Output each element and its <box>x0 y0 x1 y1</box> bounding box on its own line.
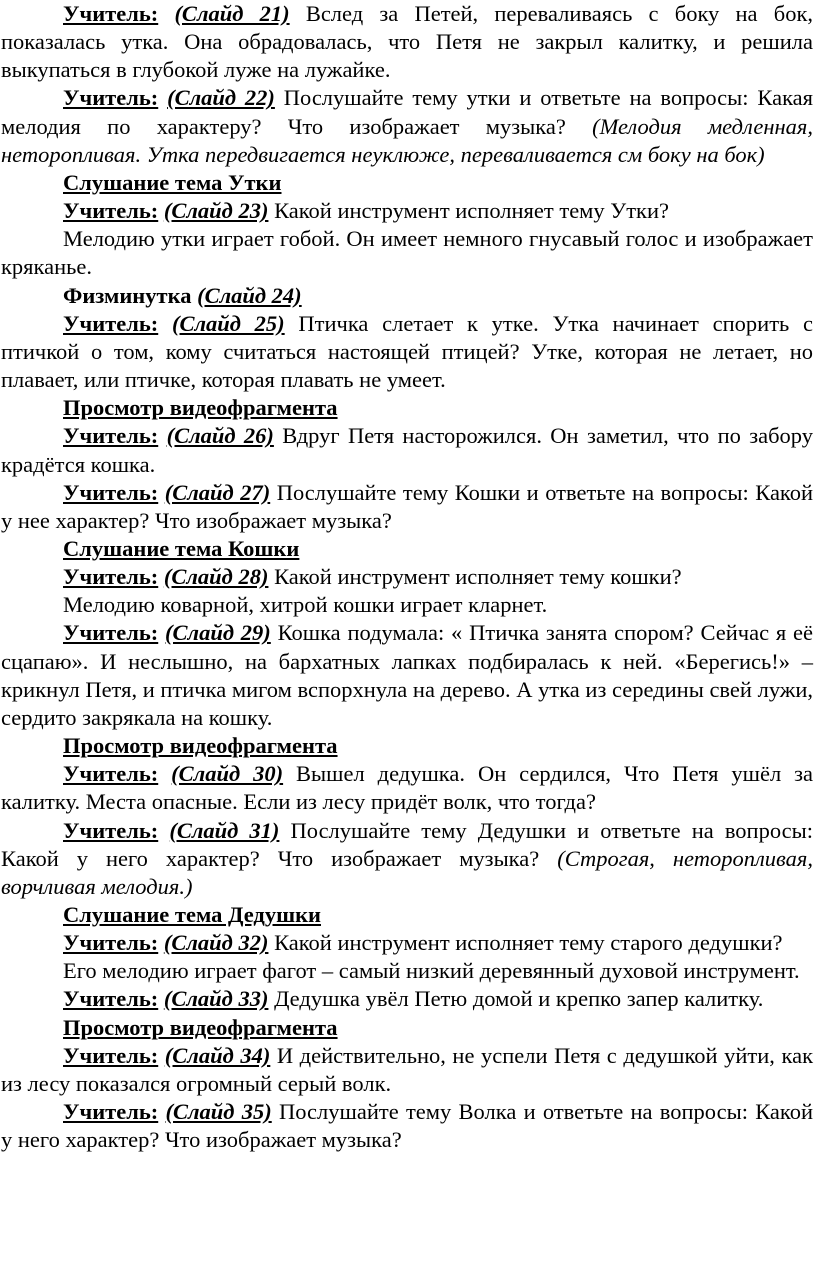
paragraph-slide-26 <box>1 422 813 478</box>
answer-text: (Мелодия медленная, неторопливая. Утка передвигается неуклюже, переваливается см боку на бок) <box>1 113 814 167</box>
paragraph-slide-27 <box>1 479 813 535</box>
paragraph-slide-34 <box>1 1042 813 1098</box>
answer-text: (Строгая, неторопливая, ворчливая мелодия.) <box>1 845 813 899</box>
paragraph-slide-25 <box>1 310 813 394</box>
slide-ref: (Слайд 24) <box>197 282 302 308</box>
slide-ref: (Слайд 31) <box>169 817 280 843</box>
teacher-label: Учитель: <box>63 198 159 224</box>
slide-ref: (Слайд 33) <box>163 986 269 1012</box>
teacher-label: Учитель: <box>63 986 159 1012</box>
paragraph-slide-35 <box>1 1098 813 1154</box>
slide-ref: (Слайд 34) <box>164 1042 271 1068</box>
slide-ref: (Слайд 28) <box>163 564 269 590</box>
slide-ref: (Слайд 32) <box>163 930 269 956</box>
paragraph-slide-30 <box>1 760 813 816</box>
paragraph-slide-24 <box>1 282 813 310</box>
section-heading: Просмотр видеофрагмента <box>63 733 338 759</box>
teacher-label: Учитель: <box>63 310 159 336</box>
paragraph-slide-32 <box>1 929 813 957</box>
teacher-label: Учитель: <box>63 564 159 590</box>
teacher-label: Учитель: <box>63 1042 159 1068</box>
paragraph-slide-21 <box>1 0 813 84</box>
paragraph-text: Птичка слетает к утке. Утка начинает спорить с птичкой о том, кому считаться настоящей птицей? Утке, которая не летает, но плавает, или птичке, которая плавать не умеет. <box>1 310 814 393</box>
paragraph-text: Послушайте тему Дедушки и ответьте на вопросы: Какой у него характер? Что изображает музыка? <box>1 817 814 871</box>
teacher-label: Учитель: <box>63 930 159 956</box>
teacher-label: Учитель: <box>63 1 159 26</box>
section-heading: Слушание тема Утки <box>63 169 282 195</box>
paragraph-text: Послушайте тему утки и ответьте на вопросы: Какая мелодия по характеру? Что изображает музыка? <box>1 85 814 139</box>
section-heading: Просмотр видеофрагмента <box>63 1014 338 1040</box>
paragraph-text: Вышел дедушка. Он сердился, Что Петя ушёл за калитку. Места опасные. Если из лесу придёт волк, что тогда? <box>1 761 814 815</box>
paragraph-oboe: Мелодию утки играет гобой. Он имеет немного гнусавый голос и изображает кряканье. <box>1 226 813 280</box>
teacher-label: Учитель: <box>63 1099 159 1125</box>
paragraph-text: Послушайте тему Кошки и ответьте на вопросы: Какой у нее характер? Что изображает музыка? <box>1 479 814 533</box>
teacher-label: Учитель: <box>63 761 159 787</box>
paragraph-clarinet: Мелодию коварной, хитрой кошки играет кларнет. <box>63 592 548 618</box>
slide-ref: (Слайд 23) <box>163 198 269 224</box>
slide-ref: (Слайд 35) <box>165 1099 272 1125</box>
slide-ref: (Слайд 29) <box>165 620 271 646</box>
section-heading: Просмотр видеофрагмента <box>63 395 338 421</box>
teacher-label: Учитель: <box>63 817 159 843</box>
paragraph-text: Вдруг Петя насторожился. Он заметил, что по забору крадётся кошка. <box>1 423 814 477</box>
paragraph-bassoon: Его мелодию играет фагот – самый низкий деревянный духовой инструмент. <box>63 958 800 984</box>
paragraph-text: Какой инструмент исполняет тему Утки? <box>268 198 670 224</box>
paragraph-text: Кошка подумала: « Птичка занята спором? Сейчас я её сцапаю». И неслышно, на бархатных лапках подбиралась к ней. «Берегись!» – крикнул Петя, и птичка мигом вспорхнула на дерево. А утка из середины свей лужи, сердито закрякала на кошку. <box>1 620 814 730</box>
paragraph-text: Какой инструмент исполняет тему кошки? <box>268 564 682 590</box>
paragraph-text: Вслед за Петей, переваливаясь с боку на бок, показалась утка. Она обрадовалась, что Петя не закрыл калитку, и решила выкупаться в глубокой луже на лужайке. <box>1 1 813 83</box>
slide-ref: (Слайд 22) <box>167 85 275 111</box>
paragraph-slide-23 <box>1 197 813 225</box>
section-heading: Слушание тема Кошки <box>63 535 300 561</box>
slide-ref: (Слайд 26) <box>166 423 274 449</box>
paragraph-slide-22 <box>1 84 813 168</box>
paragraph-text: Дедушка увёл Петю домой и крепко запер калитку. <box>268 986 764 1012</box>
teacher-label: Учитель: <box>63 423 159 449</box>
paragraph-slide-29 <box>1 619 813 732</box>
paragraph-text: Какой инструмент исполняет тему старого дедушки? <box>268 930 783 956</box>
slide-ref: (Слайд 30) <box>171 761 284 787</box>
paragraph-slide-31 <box>1 817 813 901</box>
teacher-label: Учитель: <box>63 620 159 646</box>
paragraph-text: И действительно, не успели Петя с дедушкой уйти, как из лесу показался огромный серый волк. <box>1 1042 814 1096</box>
slide-ref: (Слайд 27) <box>164 479 271 505</box>
slide-ref: (Слайд 25) <box>171 310 285 336</box>
paragraph-text: Послушайте тему Волка и ответьте на вопросы: Какой у него характер? Что изображает музыка? <box>1 1099 813 1153</box>
physical-break-label: Физминутка <box>63 282 192 308</box>
teacher-label: Учитель: <box>63 85 159 111</box>
paragraph-slide-28 <box>1 563 813 591</box>
teacher-label: Учитель: <box>63 479 159 505</box>
paragraph-slide-33 <box>1 985 813 1013</box>
slide-ref: (Слайд 21) <box>174 1 290 26</box>
section-heading: Слушание тема Дедушки <box>63 902 321 927</box>
